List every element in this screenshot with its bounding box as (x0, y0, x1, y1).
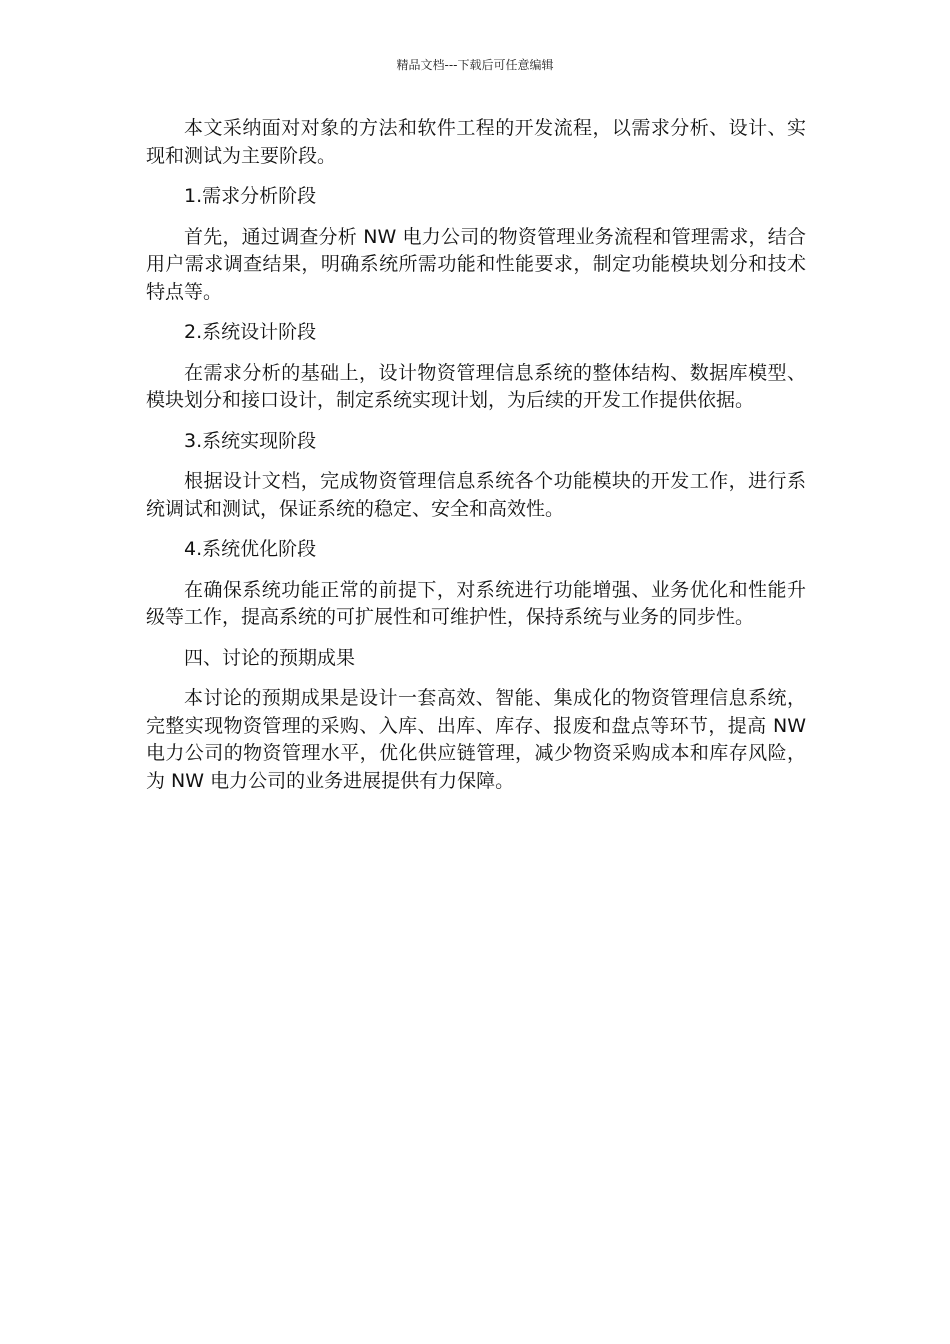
page-header: 精品文档---下载后可任意编辑 (396, 58, 554, 72)
heading-expected-results: 四、讨论的预期成果 (184, 646, 356, 669)
paragraph-requirements-analysis: 首先，通过调查分析 NW 电力公司的物资管理业务流程和管理需求，结合用户需求调查结果，明确系统所需功能和性能要求，制定功能模块划分和技术特点等。 (146, 225, 806, 303)
paragraph-system-optimization: 在确保系统功能正常的前提下，对系统进行功能增强、业务优化和性能升级等工作，提高系统的可扩展性和可维护性，保持系统与业务的同步性。 (146, 578, 806, 628)
heading-system-design: 2.系统设计阶段 (184, 321, 317, 343)
paragraph-expected-results: 本讨论的预期成果是设计一套高效、智能、集成化的物资管理信息系统，完整实现物资管理的采购、入库、出库、库存、报废和盘点等环节，提高 NW 电力公司的物资管理水平，优化供应链管理，减少物资采购成本和库存风险，为 NW 电力公司的业务进展提供有力保障。 (146, 687, 806, 792)
heading-system-optimization: 4.系统优化阶段 (184, 538, 317, 560)
paragraph-intro: 本文采纳面对对象的方法和软件工程的开发流程，以需求分析、设计、实现和测试为主要阶段。 (146, 117, 806, 167)
paragraph-system-design: 在需求分析的基础上，设计物资管理信息系统的整体结构、数据库模型、模块划分和接口设计，制定系统实现计划，为后续的开发工作提供依据。 (146, 361, 806, 411)
paragraph-system-implementation: 根据设计文档，完成物资管理信息系统各个功能模块的开发工作，进行系统调试和测试，保证系统的稳定、安全和高效性。 (146, 470, 806, 520)
heading-system-implementation: 3.系统实现阶段 (184, 429, 317, 452)
document-body (146, 115, 806, 795)
heading-requirements-analysis: 1.需求分析阶段 (184, 185, 317, 207)
